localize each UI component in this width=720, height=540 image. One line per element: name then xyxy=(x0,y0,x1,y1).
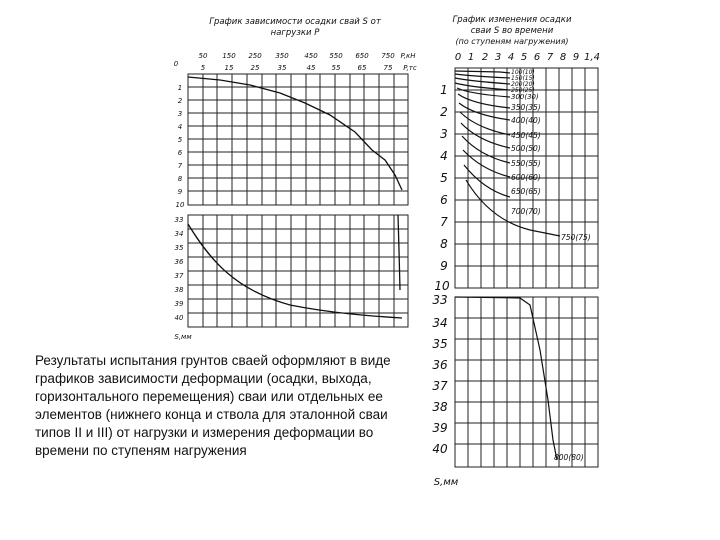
y-tick: 33 xyxy=(432,293,448,307)
y-tick: 8 xyxy=(177,175,183,183)
left-top-units-kn: P,кН xyxy=(400,52,416,60)
y-tick: 39 xyxy=(174,300,184,308)
tick-ts: 75 xyxy=(383,64,393,72)
y-tick: 40 xyxy=(432,442,448,456)
left-top-units-ts: P,тс xyxy=(403,64,417,72)
tick-kn: 150 xyxy=(222,52,236,60)
tick-ts: 35 xyxy=(277,64,287,72)
right-chart-title-line1: График изменения осадки xyxy=(452,15,572,25)
settlement-curve xyxy=(455,74,510,78)
tick-kn: 50 xyxy=(198,52,208,60)
curve-label: 650(65) xyxy=(511,187,541,196)
y-tick: 7 xyxy=(440,215,448,229)
y-tick: 38 xyxy=(174,286,184,294)
right-chart xyxy=(432,15,600,488)
right-y-ticks xyxy=(432,83,450,456)
y-tick: 33 xyxy=(174,216,184,224)
left-chart-title-line2: нагрузки P xyxy=(270,28,320,38)
left-top-ticks-ts xyxy=(201,64,393,72)
curve-label: 350(35) xyxy=(511,103,541,112)
settlement-curve xyxy=(455,71,510,73)
y-tick: 2 xyxy=(440,105,448,119)
curve-label: 200(20) xyxy=(511,81,535,88)
y-tick: 5 xyxy=(440,171,448,185)
y-tick: 3 xyxy=(177,110,183,118)
tick-ts: 45 xyxy=(306,64,316,72)
tick-ts: 55 xyxy=(331,64,341,72)
left-top-ticks-kn xyxy=(199,52,396,60)
settlement-curve-drop xyxy=(398,215,400,290)
right-grid xyxy=(455,68,598,467)
tick-ts: 25 xyxy=(250,64,260,72)
settlement-curve xyxy=(464,165,510,197)
x-tick: 8 xyxy=(559,52,567,63)
y-tick: 5 xyxy=(177,136,183,144)
tick-kn: 750 xyxy=(381,52,395,60)
tick-kn: 250 xyxy=(248,52,262,60)
curve-label: 500(50) xyxy=(511,144,541,153)
x-tick: 1 xyxy=(467,52,475,63)
left-chart xyxy=(174,17,417,341)
x-tick: 6 xyxy=(533,52,541,63)
tick-ts: 15 xyxy=(224,64,234,72)
y-tick: 37 xyxy=(432,379,448,393)
y-tick: 37 xyxy=(174,272,184,280)
left-origin-label: 0 xyxy=(173,60,179,68)
x-tick: 4 xyxy=(507,52,515,63)
y-tick: 34 xyxy=(432,316,448,330)
y-tick: 40 xyxy=(174,314,184,322)
y-tick: 39 xyxy=(432,421,448,435)
right-chart-title-line2: сваи S во времени xyxy=(470,26,554,36)
x-tick: 5 xyxy=(520,52,528,63)
tick-kn: 550 xyxy=(329,52,343,60)
caption-text: Результаты испытания грунтов сваей оформляют в виде графиков зависимости деформации (осадки, выхода, горизонтального перемещения) сваи или отдельных ее элементов (нижнего конца и ствола для эталонной сваи типов II и III) от нагрузки и измерения деформации во времени по ступеням нагружения xyxy=(33,350,395,464)
curve-label: 150(15) xyxy=(511,75,535,82)
right-chart-title-line3: (по ступеням нагружения) xyxy=(455,37,569,46)
tick-ts: 5 xyxy=(200,64,206,72)
y-tick: 6 xyxy=(177,149,183,157)
x-tick: 9 xyxy=(572,52,580,63)
y-tick: 36 xyxy=(174,258,184,266)
y-tick: 1 xyxy=(177,84,183,92)
curve-label: 400(40) xyxy=(511,116,541,125)
right-x-ticks xyxy=(455,52,600,63)
y-tick: 10 xyxy=(434,279,450,293)
curve-label: 600(60) xyxy=(511,173,541,182)
curve-label: 300(30) xyxy=(511,93,539,101)
y-tick: 4 xyxy=(177,123,183,131)
y-tick: 36 xyxy=(432,358,448,372)
left-grid xyxy=(188,74,408,327)
y-tick: 34 xyxy=(174,230,184,238)
y-tick: 35 xyxy=(174,244,184,252)
curve-label: 700(70) xyxy=(511,207,541,216)
y-tick: 10 xyxy=(175,201,185,209)
x-tick: 1,4 xyxy=(584,52,600,63)
y-tick: 8 xyxy=(440,237,448,251)
y-tick: 4 xyxy=(440,149,448,163)
curve-label: 250(25) xyxy=(511,87,535,94)
y-tick: 35 xyxy=(432,337,448,351)
curve-label: 100(10) xyxy=(511,69,535,76)
right-y-unit: S,мм xyxy=(433,477,459,488)
settlement-curve-upper xyxy=(188,77,402,190)
x-tick: 3 xyxy=(494,52,502,63)
x-tick: 7 xyxy=(546,52,554,63)
tick-kn: 350 xyxy=(275,52,289,60)
y-tick: 3 xyxy=(440,127,448,141)
y-tick: 2 xyxy=(177,97,183,105)
y-tick: 9 xyxy=(440,259,448,273)
curve-label: 800(80) xyxy=(554,453,584,462)
settlement-curve xyxy=(455,78,510,84)
tick-kn: 450 xyxy=(304,52,318,60)
y-tick: 1 xyxy=(440,83,448,97)
left-y-unit: S,мм xyxy=(174,333,192,341)
tick-kn: 650 xyxy=(355,52,369,60)
curve-label: 450(45) xyxy=(511,131,541,140)
curve-label: 550(55) xyxy=(511,159,541,168)
y-tick: 7 xyxy=(177,162,183,170)
tick-ts: 65 xyxy=(357,64,367,72)
left-chart-title-line1: График зависимости осадки свай S от xyxy=(209,17,381,27)
x-tick: 2 xyxy=(481,52,489,63)
settlement-curve xyxy=(455,83,510,90)
settlement-curve-final xyxy=(455,297,557,460)
curve-label: 750(75) xyxy=(561,233,591,242)
y-tick: 38 xyxy=(432,400,448,414)
y-tick: 6 xyxy=(440,193,448,207)
y-tick: 9 xyxy=(177,188,183,196)
left-y-ticks xyxy=(175,84,185,322)
x-tick: 0 xyxy=(454,52,462,63)
